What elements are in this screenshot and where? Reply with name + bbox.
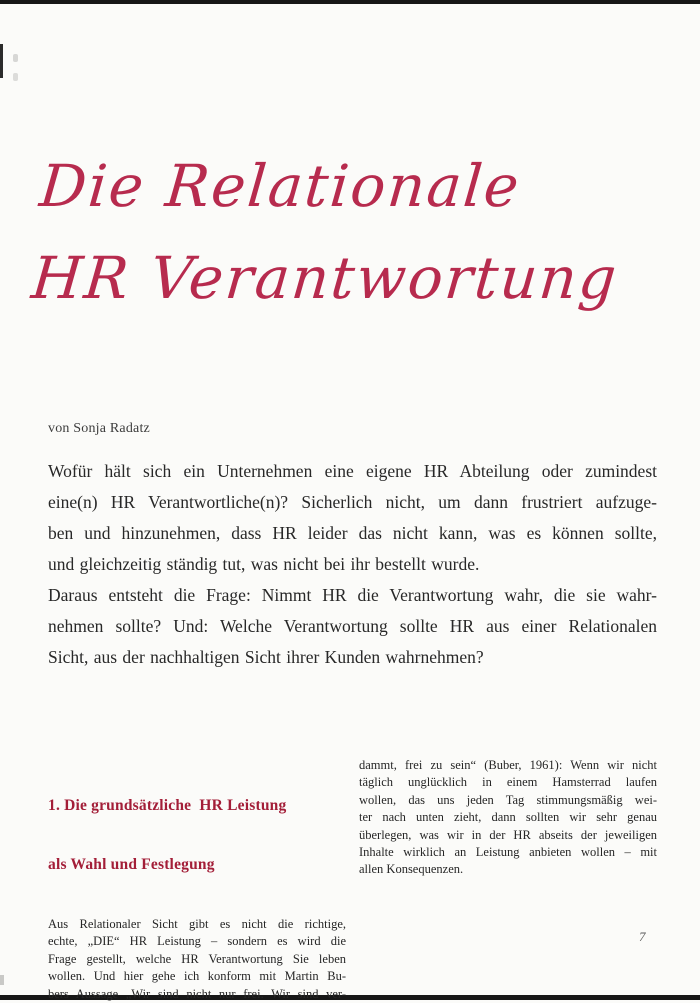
text-line: allen Konsequenzen. [359, 862, 464, 877]
page-number: 7 [639, 929, 646, 944]
section-heading-line-1: 1. Die grundsätzliche HR Leistung [48, 797, 287, 814]
text-line: wollen, das uns jeden Tag stimmungsmäßig wei- [359, 792, 657, 807]
byline: von Sonja Radatz [48, 421, 150, 436]
scan-speck [13, 54, 18, 62]
text-line: wollen. Und hier gehe ich konform mit Martin Bu- [48, 969, 346, 984]
text-line: Aus Relationaler Sicht gibt es nicht die richtige, [48, 917, 346, 931]
intro-paragraph [48, 456, 657, 673]
column-right-text [359, 757, 657, 879]
text-line: bers Aussage „Wir sind nicht nur frei. Wir sind ver- [48, 986, 346, 1001]
text-line: Inhalte wirklich an Leistung anbieten wollen – mit [359, 845, 657, 860]
text-line: Wofür hält sich ein Unternehmen eine eigene HR Abteilung oder zumindest [48, 461, 657, 481]
column-left-text [48, 916, 346, 1003]
section-heading [48, 757, 346, 913]
page-title-line-2: HR Verantwortung [28, 244, 621, 312]
text-line: eine(n) HR Verantwortliche(n)? Sicherlich nicht, um dann frustriert aufzuge- [48, 492, 657, 512]
text-line: Sicht, aus der nachhaltigen Sicht ihrer Kunden wahrnehmen? [48, 647, 484, 667]
page-title-line-1: Die Relationale [37, 152, 524, 220]
text-line: überlegen, was wir in der HR abseits der jeweiligen [359, 827, 657, 842]
scan-speck [0, 975, 4, 985]
scan-artifact-left [0, 44, 3, 78]
section-heading-line-2: als Wahl und Festlegung [48, 855, 215, 873]
column-left [48, 757, 346, 1003]
text-line: ter nach unten zieht, dann sollten wir sehr genau [359, 810, 657, 825]
text-line: nehmen sollte? Und: Welche Verantwortung sollte HR aus einer Relationalen [48, 616, 657, 636]
text-line: Frage gestellt, welche HR Verantwortung Sie leben [48, 951, 346, 966]
text-line: echte, „DIE“ HR Leistung – sondern es wird die [48, 934, 346, 949]
text-line: ben und hinzunehmen, dass HR leider das nicht kann, was es können sollte, [48, 523, 657, 543]
page-title [28, 140, 664, 324]
text-line: Daraus entsteht die Frage: Nimmt HR die Verantwortung wahr, die sie wahr- [48, 585, 657, 605]
column-right [359, 757, 657, 1003]
article-columns [48, 757, 658, 1003]
text-line: täglich unglücklich in einem Hamsterrad laufen [359, 775, 657, 790]
text-line: und gleichzeitig ständig tut, was nicht bei ihr bestellt wurde. [48, 554, 480, 574]
text-line: dammt, frei zu sein“ (Buber, 1961): Wenn wir nicht [359, 758, 657, 772]
scan-edge-top [0, 0, 700, 4]
scan-speck [13, 73, 18, 81]
